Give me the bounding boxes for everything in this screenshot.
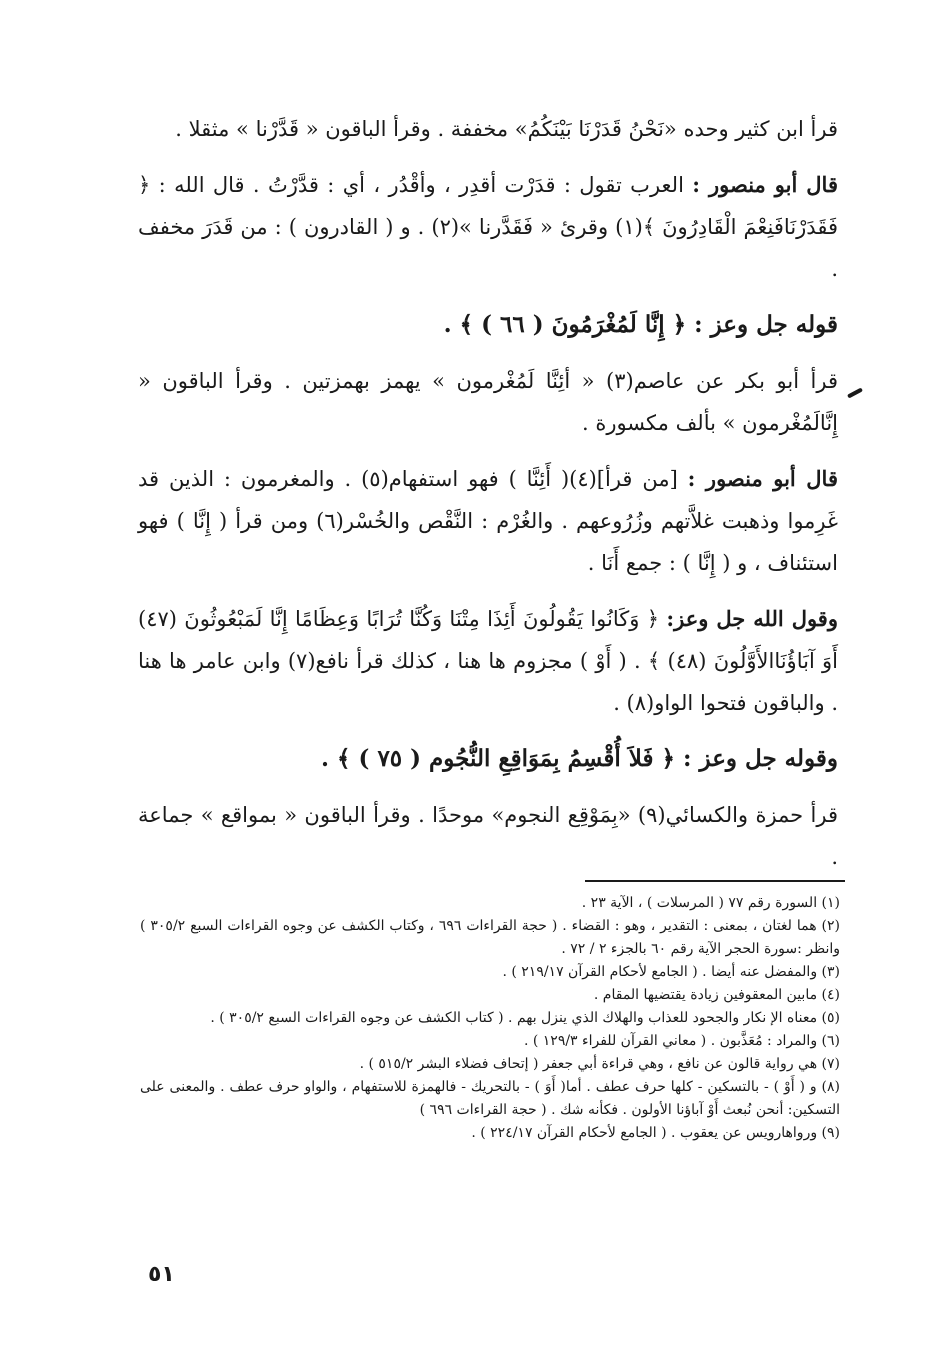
footnote: (٢) هما لغتان ، بمعنى : التقدير ، وهو : القضاء . ( حجة القراءات ٦٩٦ ، وكتاب الكشف عن وجوه القراءات السبع ٣٠٥/٢ ) وانظر :سورة الحجر الآية رقم ٦٠ بالجزء ٢ / ٧٢ . <box>140 918 840 957</box>
paragraph <box>138 794 838 878</box>
footnote: (٥) معناه الإ نكار والجحود للعذاب والهلاك الذي ينزل بهم . ( كتاب الكشف عن وجوه القراءات السبع ٣٠٥/٢ ) . <box>210 1010 840 1026</box>
footnotes <box>140 892 840 1145</box>
footnote: (٨) و ( أَوْ ) - بالتسكين - كلها حرف عطف . أما( أَوَ ) - بالتحريك - فالهمزة للاستفهام ، والواو حرف عطف . والمعنى على التسكين: أنحن نُبعث أَوْ آباؤنا الأولون . فكأنه شك . ( حجة القراءات ٦٩٦ ) <box>140 1079 840 1118</box>
paragraph <box>138 458 838 584</box>
main-text <box>138 108 838 892</box>
paragraph <box>138 108 838 150</box>
paragraph-text: [من قرأ](٤)( أَئِنَّا ) فهو استفهام(٥) . والمغرمون : الذين قد غَرِموا وذهبت غلاَّتهم وزُرُوعهم . والغُرْم : النَّقْص والخُسْر(٦) ومن قرأ ( إِنَّا ) فهو استئناف ، و ( إِنَّا ) : جمع أَنَا . <box>138 467 838 575</box>
page-number: ٥١ <box>148 1262 175 1287</box>
verse-heading: وقوله جل وعز : ﴿ فَلاَ أُقْسِمُ بِمَوَاقِعِ النُّجُوم ( ٧٥ ) ﴾ . <box>321 745 838 772</box>
verse-heading: قوله جل وعز : ﴿ إِنَّا لَمُغْرَمُونَ ( ٦٦ ) ﴾ . <box>443 311 838 338</box>
paragraph-text: ﴿ وَكَانُوا يَقُولُونَ أَئِذَا مِتْنَا وَكُنَّا تُرَابًا وَعِظَامًا إِنَّا لَمَبْعُوثُونَ (٤٧) أَوَ آبَاؤُنَاالأَوَّلُونَ (٤٨) ﴾ . ( أَوْ ) مجزوم ها هنا ، كذلك قرأ نافع(٧) وابن عامر ها هنا . والباقون فتحوا الواو(٨) . <box>138 607 838 715</box>
paragraph-lead: قال أبو منصور : <box>687 466 838 491</box>
paragraph-lead: قال أبو منصور : <box>692 172 838 197</box>
footnote: (٦) والمراد : مُعَذَّبون . ( معاني القرآن للفراء ١٢٩/٣ ) . <box>523 1033 840 1049</box>
footnote: (٤) مابين المعقوفين زيادة يقتضيها المقام . <box>593 987 840 1003</box>
paragraph <box>138 598 838 724</box>
paragraph-text: قرأ حمزة والكسائي(٩) «بِمَوْقِع النجوم» موحدًا . وقرأ الباقون « بمواقع » جماعة . <box>138 803 839 869</box>
footnote: (٩) ورواهارويس عن يعقوب . ( الجامع لأحكام القرآن ٢٢٤/١٧ ) . <box>471 1125 840 1141</box>
margin-mark <box>847 387 863 398</box>
paragraph-text: العرب تقول : قدَرْت أقدِر ، وأقْدُر ، أي : قدَّرْتُ . قال الله : ﴿ فَقَدَرْنَافَنِعْمَ الْقَادِرُونَ ﴾(١) وقرئ « فَقَدَّرنا »(٢) . و ( القادرون ) : من قَدَرَ مخفف . <box>138 173 838 281</box>
paragraph-text: قرأ ابن كثير وحده «نَحْنُ قَدَرْنَا بَيْنَكُمُ» مخففة . وقرأ الباقون « قَدَّرْنا » مثقلا . <box>175 117 838 141</box>
footnote: (٣) والمفضل عنه أيضا . ( الجامع لأحكام القرآن ٢١٩/١٧ ) . <box>502 964 840 980</box>
paragraph <box>138 360 838 444</box>
footnote-separator <box>585 880 845 882</box>
footnote: (١) السورة رقم ٧٧ ( المرسلات ) ، الآية ٢٣ . <box>581 895 840 911</box>
paragraph <box>138 164 838 290</box>
footnote: (٧) هي رواية قالون عن نافع ، وهي قراءة أبي جعفر ( إتحاف فضلاء البشر ٥١٥/٢ ) . <box>359 1056 840 1072</box>
paragraph-text: قرأ أبو بكر عن عاصم(٣) « أئِنَّا لَمُغْرمون » يهمز بهمزتين . وقرأ الباقون « إِنَّالَمُغْرمون » بألف مكسورة . <box>138 369 839 435</box>
paragraph-lead: وقول الله جل وعز: <box>666 606 838 631</box>
